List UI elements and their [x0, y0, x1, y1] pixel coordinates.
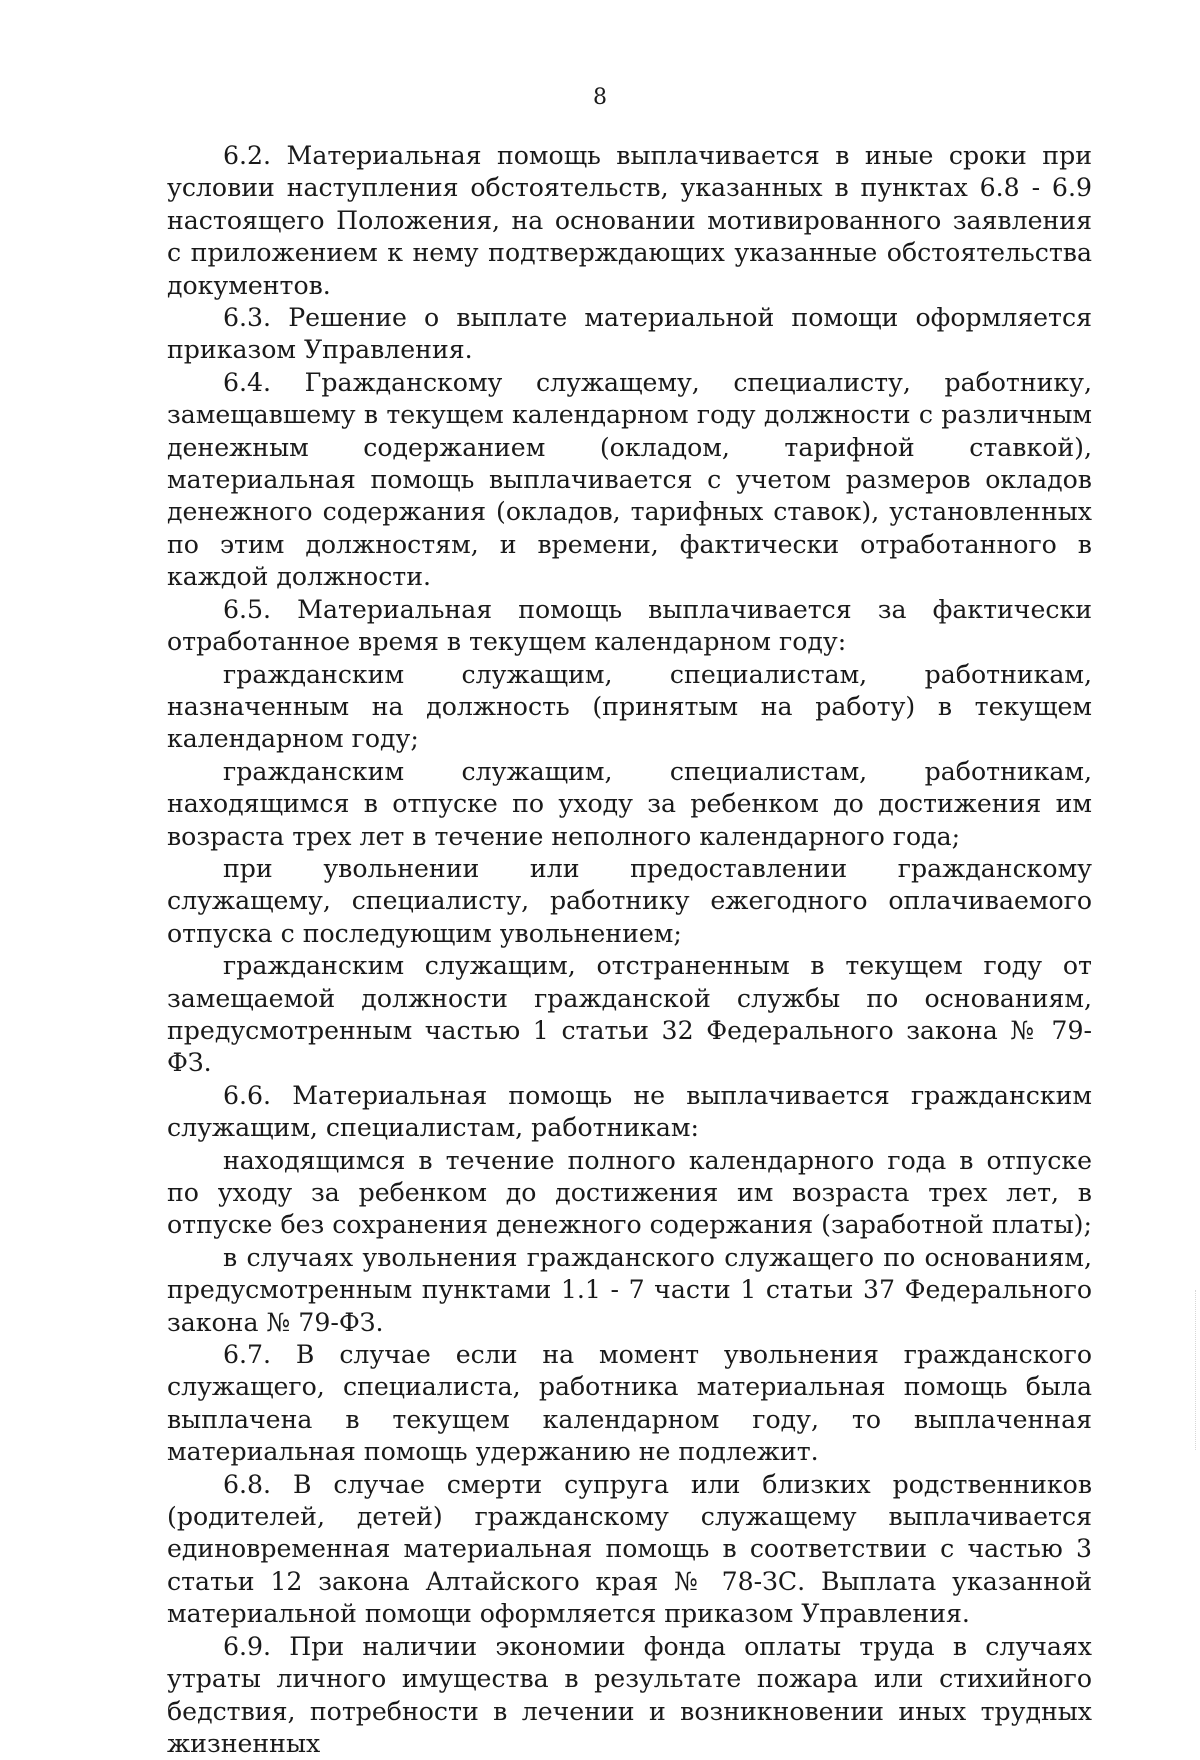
paragraph-6-6: 6.6. Материальная помощь не выплачивается гражданским служащим, специалистам, работникам:: [167, 1080, 1092, 1143]
paragraph-6-5-item-4: гражданским служащим, отстраненным в текущем году от замещаемой должности гражданской службы по основаниям, предусмотренным частью 1 статьи 32 Федерального закона № 79-ФЗ.: [167, 951, 1092, 1078]
paragraph-6-3: 6.3. Решение о выплате материальной помощи оформляется приказом Управления.: [167, 303, 1092, 365]
page-number: 8: [593, 85, 607, 110]
paragraph-6-9: 6.9. При наличии экономии фонда оплаты труда в случаях утраты личного имущества в результате пожара или стихийного бедствия, потребности в лечении и возникновении иных трудных жизненных: [167, 1631, 1092, 1758]
paragraph-6-7: 6.7. В случае если на момент увольнения гражданского служащего, специалиста, работника материальная помощь была выплачена в текущем календарном году, то выплаченная материальная помощь удержанию не подлежит.: [167, 1340, 1092, 1467]
document-body: [167, 140, 1092, 1760]
paragraph-6-5-item-1: гражданским служащим, специалистам, работникам, назначенным на должность (принятым на работу) в текущем календарном году;: [167, 659, 1092, 754]
paragraph-6-8: 6.8. В случае смерти супруга или близких родственников (родителей, детей) гражданскому служащему выплачивается единовременная материальная помощь в соответствии с частью 3 статьи 12 закона Алтайского края № 78-ЗС. Выплата указанной материальной помощи оформляется приказом Управления.: [167, 1469, 1092, 1629]
scan-margin-artifact: [1192, 1290, 1196, 1450]
paragraph-6-5-item-2: гражданским служащим, специалистам, работникам, находящимся в отпуске по уходу за ребенком до достижения им возраста трех лет в течение неполного календарного года;: [167, 756, 1092, 851]
paragraph-6-5-item-3: при увольнении или предоставлении гражданскому служащему, специалисту, работнику ежегодного оплачиваемого отпуска с последующим увольнением;: [167, 853, 1092, 948]
paragraph-6-4: 6.4. Гражданскому служащему, специалисту, работнику, замещавшему в текущем календарном году должности с различным денежным содержанием (окладом, тарифной ставкой), материальная помощь выплачивается с учетом размеров окладов денежного содержания (окладов, тарифных ставок), установленных по этим должностям, и времени, фактически отработанного в каждой должности.: [167, 367, 1092, 592]
paragraph-6-6-item-2: в случаях увольнения гражданского служащего по основаниям, предусмотренным пунктами 1.1 - 7 части 1 статьи 37 Федерального закона № 79-ФЗ.: [167, 1242, 1092, 1337]
paragraph-6-5: 6.5. Материальная помощь выплачивается за фактически отработанное время в текущем календарном году:: [167, 594, 1092, 657]
paragraph-6-6-item-1: находящимся в течение полного календарного года в отпуске по уходу за ребенком до достижения им возраста трех лет, в отпуске без сохранения денежного содержания (заработной платы);: [167, 1145, 1092, 1240]
paragraph-6-2: 6.2. Материальная помощь выплачивается в иные сроки при условии наступления обстоятельств, указанных в пунктах 6.8 - 6.9 настоящего Положения, на основании мотивированного заявления с приложением к нему подтверждающих указанные обстоятельства документов.: [167, 141, 1092, 300]
